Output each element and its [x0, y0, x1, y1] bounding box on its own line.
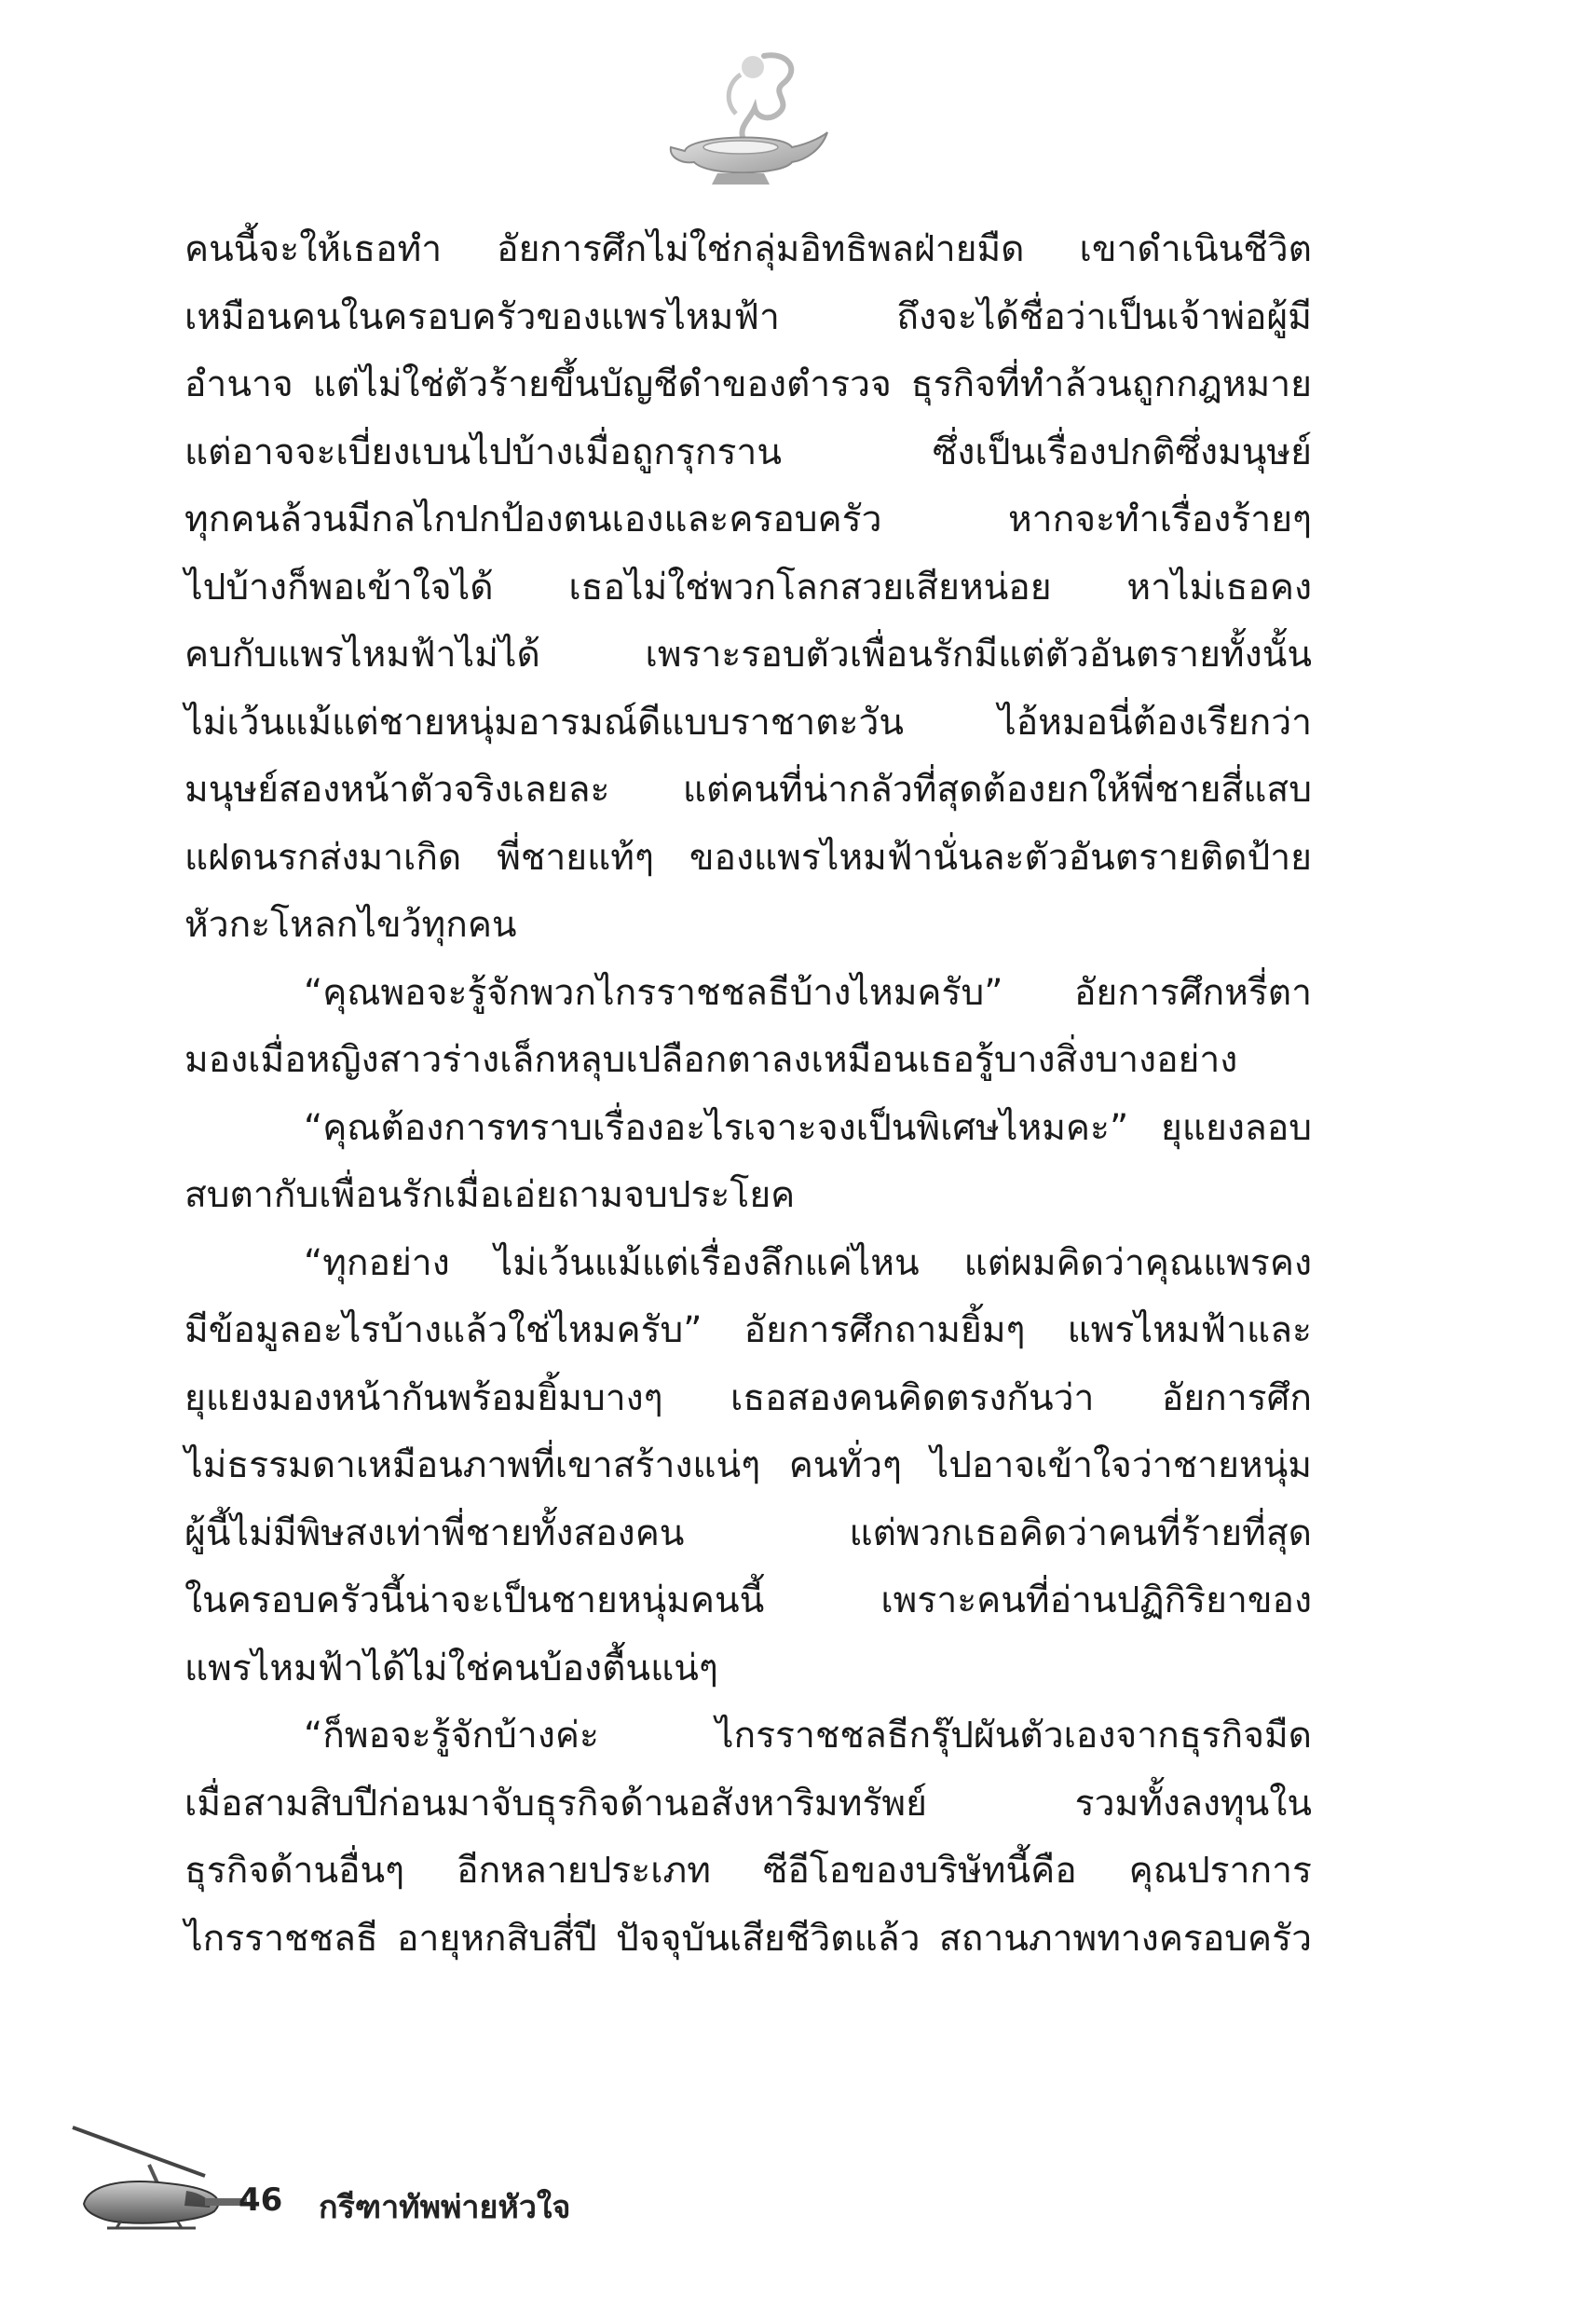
text-line: แพรไหมฟ้าได้ไม่ใช่คนบ้องตื้นแน่ๆ — [184, 1647, 718, 1689]
text-line: “ทุกอย่าง ไม่เว้นแม้แต่เรื่องลึกแค่ไหน แต่ผมคิดว่าคุณแพรคง — [304, 1241, 1312, 1284]
page-number: 46 — [239, 2181, 283, 2219]
text-line: แต่อาจจะเบี่ยงเบนไปบ้างเมื่อถูกรุกราน ซึ่งเป็นเรื่องปกติซึ่งมนุษย์ — [184, 431, 1312, 473]
text-line: ไม่เว้นแม้แต่ชายหนุ่มอารมณ์ดีแบบราชาตะวัน ไอ้หมอนี่ต้องเรียกว่า — [184, 701, 1312, 744]
text-line: “คุณพอจะรู้จักพวกไกรราชชลธีบ้างไหมครับ” อัยการศึกหรี่ตา — [304, 971, 1312, 1014]
text-line: ไปบ้างก็พอเข้าใจได้ เธอไม่ใช่พวกโลกสวยเสียหน่อย หาไม่เธอคง — [184, 566, 1312, 609]
text-line: หัวกะโหลกไขว้ทุกคน — [184, 904, 517, 946]
text-line: มองเมื่อหญิงสาวร่างเล็กหลุบเปลือกตาลงเหมือนเธอรู้บางสิ่งบางอย่าง — [184, 1039, 1238, 1081]
genie-lamp-logo — [652, 47, 829, 196]
text-line: อำนาจ แต่ไม่ใช่ตัวร้ายขึ้นบัญชีดำของตำรวจ ธุรกิจที่ทำล้วนถูกกฎหมาย — [184, 363, 1312, 405]
body-text — [184, 216, 1312, 1973]
text-line: คบกับแพรไหมฟ้าไม่ได้ เพราะรอบตัวเพื่อนรักมีแต่ตัวอันตรายทั้งนั้น — [184, 634, 1312, 676]
text-line: “ก็พอจะรู้จักบ้างค่ะ ไกรราชชลธีกรุ๊ปผันตัวเองจากธุรกิจมืด — [304, 1715, 1312, 1757]
text-line: ในครอบครัวนี้น่าจะเป็นชายหนุ่มคนนี้ เพราะคนที่อ่านปฏิกิริยาของ — [184, 1579, 1312, 1621]
text-line: ธุรกิจด้านอื่นๆ อีกหลายประเภท ซีอีโอของบริษัทนี้คือ คุณปราการ — [184, 1850, 1312, 1892]
text-line: ไกรราชชลธี อายุหกสิบสี่ปี ปัจจุบันเสียชีวิตแล้ว สถานภาพทางครอบครัว — [184, 1917, 1312, 1960]
page-footer — [65, 2111, 717, 2250]
text-line: สบตากับเพื่อนรักเมื่อเอ่ยถามจบประโยค — [184, 1174, 796, 1216]
text-line: ไม่ธรรมดาเหมือนภาพที่เขาสร้างแน่ๆ คนทั่วๆ ไปอาจเข้าใจว่าชายหนุ่ม — [184, 1444, 1312, 1486]
text-line: คนนี้จะให้เธอทำ อัยการศึกไม่ใช่กลุ่มอิทธิพลฝ่ายมืด เขาดำเนินชีวิต — [184, 228, 1312, 270]
text-line: ผู้นี้ไม่มีพิษสงเท่าพี่ชายทั้งสองคน แต่พวกเธอคิดว่าคนที่ร้ายที่สุด — [184, 1511, 1312, 1554]
text-line: ยุแยงมองหน้ากันพร้อมยิ้มบางๆ เธอสองคนคิดตรงกันว่า อัยการศึก — [184, 1376, 1312, 1419]
text-line: มีข้อมูลอะไรบ้างแล้วใช่ไหมครับ” อัยการศึกถามยิ้มๆ แพรไหมฟ้าและ — [184, 1309, 1312, 1351]
text-line: แฝดนรกส่งมาเกิด พี่ชายแท้ๆ ของแพรไหมฟ้านั่นละตัวอันตรายติดป้าย — [184, 836, 1312, 879]
text-line: เหมือนคนในครอบครัวของแพรไหมฟ้า ถึงจะได้ชื่อว่าเป็นเจ้าพ่อผู้มี — [184, 295, 1312, 338]
helicopter-icon — [65, 2111, 252, 2250]
text-line: “คุณต้องการทราบเรื่องอะไรเจาะจงเป็นพิเศษไหมคะ” ยุแยงลอบ — [304, 1106, 1312, 1149]
text-line: เมื่อสามสิบปีก่อนมาจับธุรกิจด้านอสังหาริมทรัพย์ รวมทั้งลงทุนใน — [184, 1782, 1312, 1825]
text-line: มนุษย์สองหน้าตัวจริงเลยละ แต่คนที่น่ากลัวที่สุดต้องยกให้พี่ชายสี่แสบ — [184, 769, 1312, 811]
text-line: ทุกคนล้วนมีกลไกปกป้องตนเองและครอบครัว หากจะทำเรื่องร้ายๆ — [184, 499, 1312, 540]
book-title: กรีฑาทัพพ่ายหัวใจ — [319, 2189, 571, 2226]
